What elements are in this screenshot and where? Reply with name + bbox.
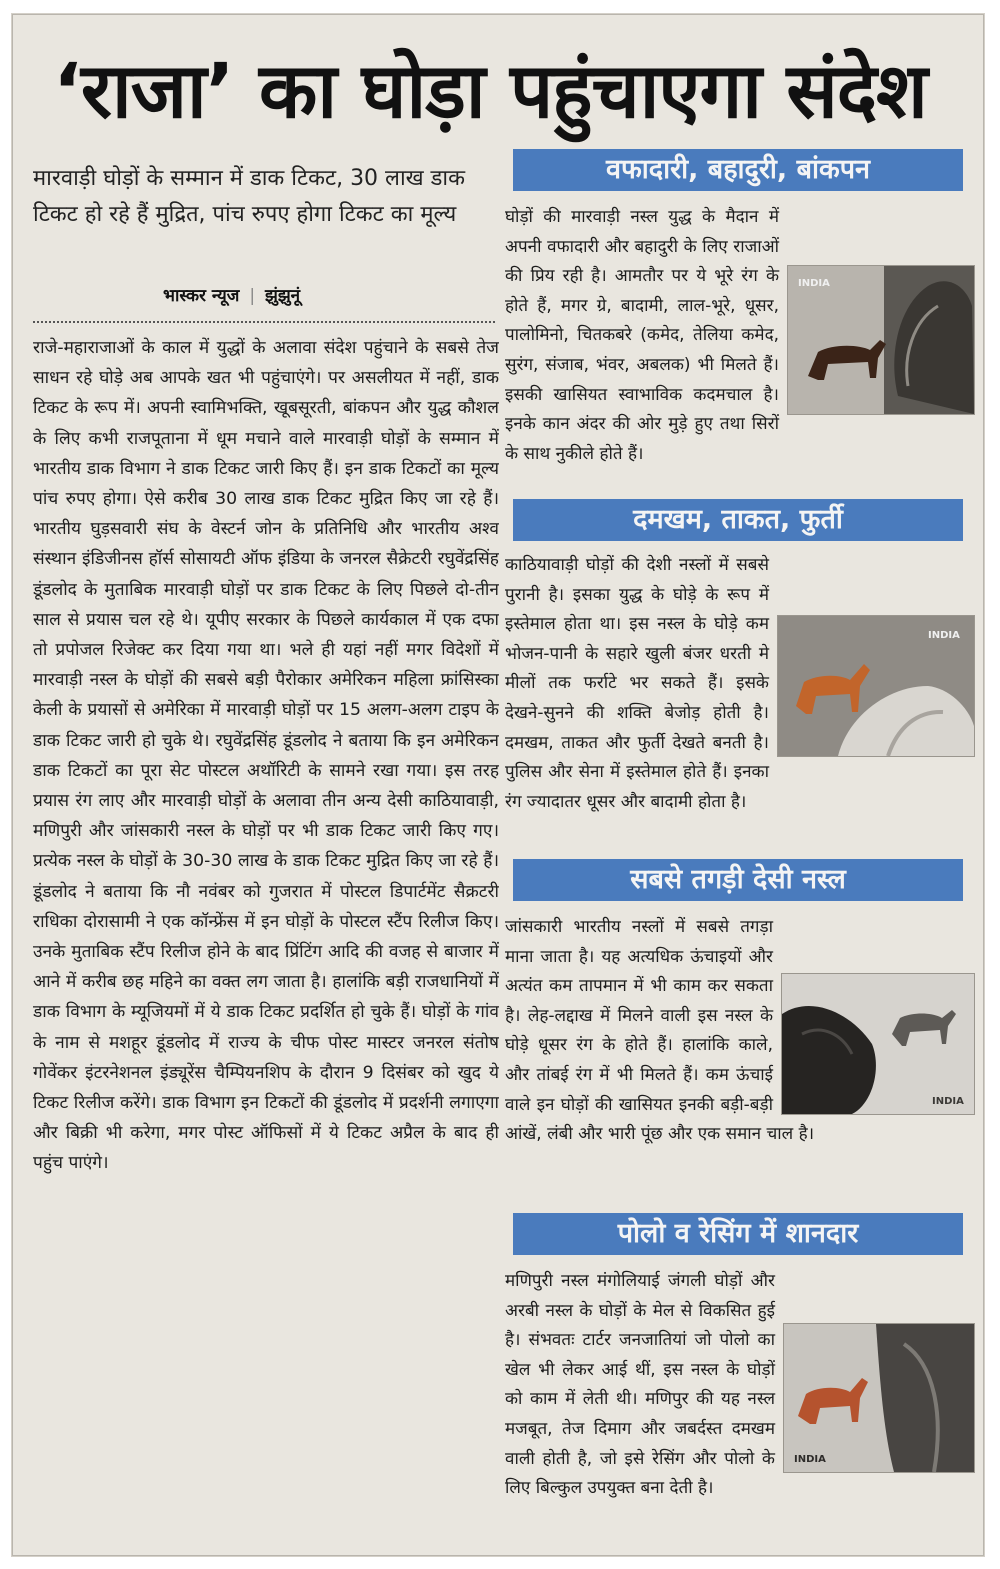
section-kathiawari	[505, 551, 975, 839]
section-text-marwari: घोड़ों की मारवाड़ी नस्ल युद्ध के मैदान में अपनी वफादारी और बहादुरी के लिए राजाओं की प्रिय रही है। आमतौर पर ये भूरे रंग के होते हैं, मगर ग्रे, बादामी, लाल-भूरे, धूसर, पालोमिनो, चितकबरे (कमेद, तेलिया कमेद, सुरंग, संजाब, भंवर, अबलक) भी मिलते हैं। इसकी खासियत स्वाभाविक कदमचाल है। इनके कान अंदर की ओर मुड़े हुए तथा सिरों के साथ नुकीले होते हैं।	[505, 207, 779, 464]
section-text-kathiawari: काठियावाड़ी घोड़ों की देशी नस्लों में सबसे पुरानी है। इसका युद्ध के घोड़े के रूप में इस्तेमाल होता था। इस नस्ल के घोड़े कम भोजन-पानी के सहारे खुली बंजर धरती मे मीलों तक फर्राटे भर सकते हैं। इसके देखने-सुनने की शक्ति बेजोड़ होती है। दमखम, ताकत और फुर्ती देखते बनती है। पुलिस और सेना में इस्तेमाल होते हैं। इनका रंग ज्यादातर धूसर और बादामी होता है।	[505, 555, 769, 812]
byline-city: झुंझुनूं	[264, 286, 301, 306]
section-banner-zanskari: सबसे तगड़ी देसी नस्ल	[513, 859, 963, 901]
main-article-body: राजे-महाराजाओं के काल में युद्धों के अलावा संदेश पहुंचाने के सबसे तेज साधन रहे घोड़े अब आपके खत भी पहुंचाएंगे। पर असलीयत में नहीं, डाक टिकट के रूप में। अपनी स्वामिभक्ति, खूबसूरती, बांकपन और युद्ध कौशल के लिए कभी राजपूताना में धूम मचाने वाले मारवाड़ी घोड़ों के सम्मान में भारतीय डाक विभाग ने डाक टिकट जारी किए हैं। इन डाक टिकटों का मूल्य पांच रुपए होगा। ऐसे करीब 30 लाख डाक टिकट मुद्रित किए जा रहे हैं। भारतीय घुड़सवारी संघ के वेस्टर्न जोन के प्रतिनिधि और भारतीय अश्व संस्थान इंडिजीनस हॉर्स सोसायटी ऑफ इंडिया के जनरल सैक्रेटरी रघुवेंद्रसिंह डूंडलोद के मुताबिक मारवाड़ी घोड़ों पर डाक टिकट के लिए पिछले दो-तीन साल से प्रयास चल रहे थे। यूपीए सरकार के पिछले कार्यकाल में एक दफा तो प्रपोजल रिजेक्ट कर दिया गया था। भले ही यहां नहीं मगर विदेशों में मारवाड़ी नस्ल के घोड़ों की सबसे बड़ी पैरोकार अमेरिकन महिला फ्रांसिस्का केली के प्रयासों से अमेरिका में मारवाड़ी घोड़ों पर 15 अलग-अलग टाइप के डाक टिकट जारी हो चुके थे। रघुवेंद्रसिंह डूंडलोद ने बताया कि इन अमेरिकन डाक टिकटों का पूरा सेट पोस्टल अथॉरिटी के सामने रखा गया। इस तरह प्रयास रंग लाए और मारवाड़ी घोड़ों के अलावा तीन अन्य देसी काठियावाड़ी, मणिपुरी और जांसकारी नस्ल के घोड़ों पर भी डाक टिकट जारी किए गए। प्रत्येक नस्ल के घोड़ों के 30-30 लाख के डाक टिकट मुद्रित किए जा रहे हैं। डूंडलोद ने बताया कि नौ नवंबर को गुजरात में पोस्टल डिपार्टमेंट सैक्रटरी राधिका दोरासामी ने एक कॉन्फ्रेंस में इन घोड़ों के पोस्टल स्टैंप रिलीज किए। उनके मुताबिक स्टैंप रिलीज होने के बाद प्रिंटिंग आदि की वजह से बाजार में आने में करीब छह महिने का वक्त लग जाता है। हालांकि बड़ी राजधानियों में डाक विभाग के म्यूजियमों में ये डाक टिकट प्रदर्शित हो चुके हैं। घोड़ों के गांव के नाम से मशहूर डूंडलोद में राज्य के चीफ पोस्ट मास्टर जनरल संतोष गोवेंकर इंटरनेशनल इंड्यूरेंस चैम्पियनशिप के दौरान 9 दिसंबर को खुद ये टिकट रिलीज करेंगे। डाक विभाग इन टिकटों की डूंडलोद में प्रदर्शनी लगाएगा और बिक्री भी करेगा, मगर पोस्ट ऑफिसों में ये टिकट अप्रैल के बाद ही पहुंच पाएंगे।	[33, 338, 499, 1174]
stamp-image-zanskari	[781, 973, 975, 1115]
section-banner-manipuri: पोलो व रेसिंग में शानदार	[513, 1213, 963, 1255]
dotted-divider	[33, 321, 495, 323]
svg-text:INDIA: INDIA	[798, 278, 830, 289]
byline-source: भास्कर न्यूज	[163, 286, 240, 306]
section-manipuri	[505, 1267, 975, 1556]
section-text-manipuri: मणिपुरी नस्ल मंगोलियाई जंगली घोड़ों और अरबी नस्ल के घोड़ों के मेल से विकसित हुई है। संभवतः टार्टर जनजातियां जो पोलो का खेल भी लेकर आई थीं, इस नस्ल के घोड़ों को काम में लेती थी। मणिपुर की यह नस्ल मजबूत, तेज दिमाग और जबर्दस्त दमखम वाली होती है, जो इसे रेसिंग और पोलो के लिए बिल्कुल उपयुक्त बना देती है।	[505, 1271, 775, 1499]
svg-text:INDIA: INDIA	[932, 1096, 964, 1107]
svg-text:INDIA: INDIA	[794, 1454, 826, 1465]
section-marwari	[505, 203, 975, 473]
byline	[163, 283, 463, 306]
section-text-zanskari: जांसकारी भारतीय नस्लों में सबसे तगड़ा माना जाता है। यह अत्यधिक ऊंचाइयों और अत्यंत कम तापमान में भी काम कर सकता है। लेह-लद्दाख में मिलने वाली इस नस्ल के घोड़े धूसर रंग के होते हैं। हालांकि काले, और तांबई रंग में भी मिलते हैं। कम ऊंचाई वाले इन घोड़ों की खासियत इनकी बड़ी-बड़ी आंखें, लंबी और भारी पूंछ और एक समान चाल है।	[505, 917, 815, 1145]
subheadline: मारवाड़ी घोड़ों के सम्मान में डाक टिकट, 30 लाख डाक टिकट हो रहे हैं मुद्रित, पांच रुपए होगा टिकट का मूल्य	[33, 166, 466, 227]
stamp-image-kathiawari	[777, 615, 975, 757]
headline: ‘राजा’ का घोड़ा पहुंचाएगा संदेश	[53, 46, 927, 135]
stamp-image-manipuri	[783, 1323, 975, 1473]
section-zanskari	[505, 913, 975, 1189]
section-banner-marwari: वफादारी, बहादुरी, बांकपन	[513, 149, 963, 191]
newspaper-clipping	[12, 14, 984, 1556]
svg-text:INDIA: INDIA	[928, 630, 960, 641]
stamp-image-marwari	[787, 265, 975, 415]
byline-separator: |	[249, 286, 256, 306]
sidebar-column	[505, 149, 975, 1549]
section-banner-kathiawari: दमखम, ताकत, फुर्ती	[513, 499, 963, 541]
